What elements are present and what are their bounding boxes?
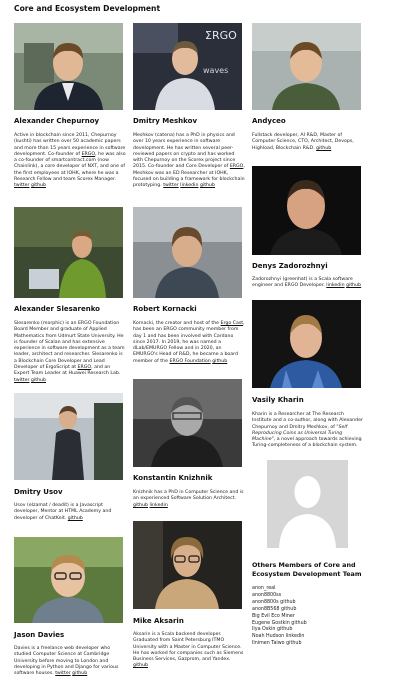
bio-aksarin [133, 632, 245, 670]
twitter-link[interactable]: twitter [14, 183, 30, 189]
bio-text: Davies is a freelance web developer who studied Computer Science at Cambridge University before moving to London and developing in Python and Django for various software houses. [14, 646, 119, 677]
github-link[interactable]: github [316, 145, 332, 151]
github-link[interactable]: github [133, 663, 149, 669]
github-link[interactable]: github [72, 671, 88, 677]
photo-kharin [252, 300, 361, 388]
bio-text-tail: , has been an ERGO community member from day 1 and has been involved with Cardano since 2017. In 2019, he was named a dLab/EMURGO Fellow and in 2020, an EMURGO's Head of R&D, he became a board member of the [133, 321, 245, 364]
name-zadorozhnyi: Denys Zadorozhnyi [252, 262, 328, 270]
svg-text:ΣRGO: ΣRGO [205, 29, 237, 42]
name-aksarin: Mike Aksarin [133, 617, 184, 625]
bio-text: Meshkov (catena) has a PhD in physics and over 10 years experience in software development. He has written several peer-reviewed papers on crypto and has worked with Chepurnoy on the Scorex project since 2015. Co-founder and Core Developer of [133, 133, 236, 170]
github-link[interactable]: github [30, 377, 47, 383]
bio-knizhnik [133, 490, 245, 509]
photo-davies [14, 537, 123, 623]
photo-chepurnoy [14, 23, 123, 110]
list-item: Big Evil Eco Miner [252, 613, 295, 619]
paper-title: "Self Reproducing Coins as Universal Turing Machine" [252, 424, 348, 443]
bio-text-tail: , a novel approach towards achieving Turing-completeness of a blockchain system. [252, 437, 362, 449]
github-link[interactable]: github [133, 502, 149, 508]
ergo-foundation-link[interactable]: ERGO Foundation [169, 358, 211, 364]
twitter-link[interactable]: twitter [14, 377, 30, 383]
bio-text: Usov (elzamat / deadit) is a Javascript developer, Mentor at HTML Academy and developer of ChatKeit. [14, 503, 112, 521]
ergo-link[interactable]: ERGO [77, 365, 92, 371]
bio-meshkov [133, 133, 245, 190]
bio-zadorozhnyi [252, 277, 364, 290]
list-item[interactable]: anon8800s github [252, 599, 296, 605]
linkedin-link[interactable]: linkedin [180, 183, 199, 189]
github-link[interactable]: github [346, 283, 362, 289]
bio-andyceo [252, 133, 364, 152]
photo-aksarin [133, 521, 242, 609]
github-link[interactable]: github [30, 183, 47, 189]
name-slesarenko: Alexander Slesarenko [14, 305, 100, 313]
bio-text-tail: , and an Expert Team Leader at Huawei Research Lab. [14, 365, 121, 377]
name-usov: Dmitry Usov [14, 488, 63, 496]
photo-slesarenko [14, 207, 123, 298]
github-link[interactable]: github [212, 358, 228, 364]
list-item[interactable]: anon8B568 github [252, 606, 297, 612]
name-knizhnik: Konstantin Knizhnik [133, 474, 213, 482]
user-silhouette-icon [267, 460, 348, 548]
bio-kharin [252, 412, 364, 450]
list-item[interactable]: Ilya Oskin github [252, 627, 293, 633]
github-link[interactable]: github [67, 515, 83, 521]
photo-kornacki [133, 207, 242, 298]
name-chepurnoy: Alexander Chepurnoy [14, 117, 100, 125]
bio-text: Kornacki, the creator and host of the [133, 321, 221, 326]
photo-usov [14, 393, 123, 480]
linkedin-link[interactable]: linkedin [149, 502, 168, 508]
bio-text: Active in blockchain since 2011, Chepurnoy (kushti) has written over 50 academic papers and more than 15 years experience in software development. Co-founder of [14, 133, 126, 157]
photo-meshkov [133, 23, 242, 110]
bio-slesarenko [14, 321, 126, 384]
ergo-link[interactable]: ERGO [81, 151, 96, 157]
name-meshkov: Dmitry Meshkov [133, 117, 198, 125]
bio-chepurnoy [14, 133, 126, 190]
photo-zadorozhnyi [252, 166, 361, 255]
list-item: anon8800ss [252, 592, 282, 598]
bio-text-tail: , Meshkov was an ED Researcher at IOHK, focused on building a framework for blockchain prototyping. [133, 164, 245, 189]
bio-text: Aksarin is a Scala backend developer. Graduated from Saint Petersburg ITMO University with a Master in Computer Science. He has worked for companies such as Siemens Business Services, Gazprom, and Yandex. [133, 632, 244, 663]
name-kharin: Vasily Kharin [252, 396, 304, 404]
name-andyceo: Andyceo [252, 117, 286, 125]
twitter-link[interactable]: twitter [163, 183, 179, 189]
list-item[interactable]: Noah Hudson linkedin [252, 634, 305, 640]
bio-text: Slesarenko (morphic) is an ERGO Foundation Board Member and graduate of Applied Mathematics from Udmurt State University. He is founder of Scalan and has extensive experience in software development as a team leader, architect and researcher. Slesarenko is a Blockchain Core Developer and Lead Developer of ErgoScript at [14, 321, 125, 371]
list-item[interactable]: Eugene Gostkin github [252, 620, 307, 626]
linkedin-link[interactable]: linkedin [326, 283, 345, 289]
twitter-link[interactable]: twitter [55, 671, 71, 677]
ergo-cast-link[interactable]: Ergo Cast [220, 321, 244, 326]
bio-kornacki [133, 321, 245, 365]
list-item[interactable]: Ilnimen Taiwo github [252, 641, 302, 647]
bio-text: Kharin is a Researcher at The Research Institute and a co-author, along with Alexander Chepurnoy and Dmitry Meshkov, of [252, 412, 363, 430]
bio-text-tail: , he was also a co-founder of smartcontract.com (now Chainlink), a core developer of NXT, and one of the first employees at IOHK, where he was a Research Fellow and team Scorex Manager. [14, 151, 126, 183]
name-davies: Jason Davies [14, 631, 65, 639]
others-heading: Others Members of Core and Ecosystem Development Team [252, 561, 362, 578]
photo-andyceo [252, 23, 361, 110]
bio-davies [14, 646, 126, 677]
photo-knizhnik [133, 379, 242, 467]
svg-text:waves: waves [203, 66, 229, 75]
bio-usov [14, 503, 126, 522]
list-item: anon_real [252, 586, 276, 591]
others-list [252, 586, 372, 648]
bio-text: Knizhnik has a PhD in Computer Science and is an experienced Software Solution Architect. [133, 490, 244, 502]
ergo-link[interactable]: ERGO [229, 164, 244, 170]
page-title: Core and Ecosystem Development [14, 4, 161, 13]
bio-text: Zadorozhnyi (greenhat) is a Scala software engineer and ERGO Developer. [252, 277, 353, 289]
name-kornacki: Robert Kornacki [133, 305, 197, 313]
github-link[interactable]: github [199, 183, 215, 189]
bio-text: Fullstack developer, AI R&D, Master of Computer Science, CTO, Architect, Devops, Highload, Blockchain R&D. [252, 133, 354, 151]
